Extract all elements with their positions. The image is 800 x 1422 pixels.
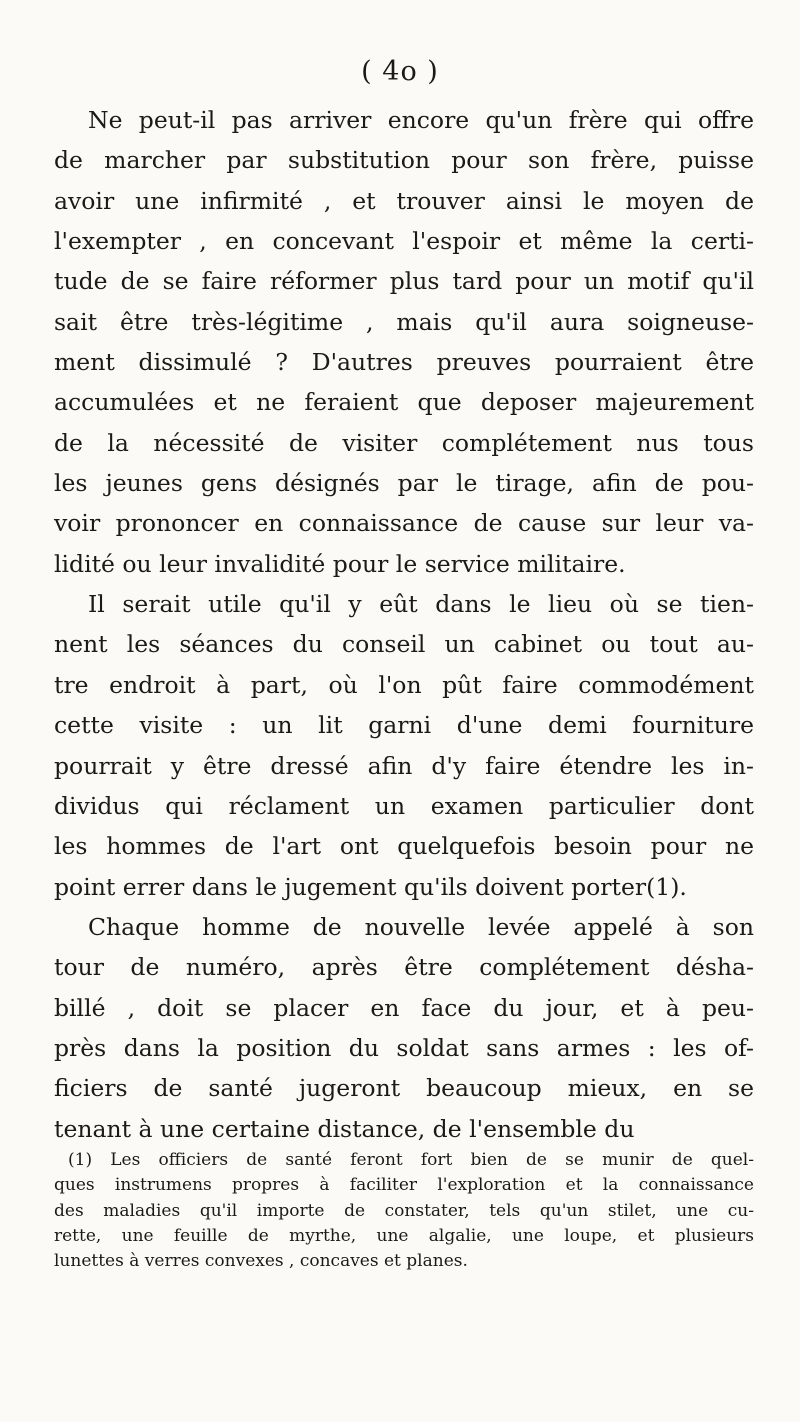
text-line: tude de se faire réformer plus tard pour un motif qu'il [54, 267, 754, 296]
text-line: de la nécessité de visiter complétement nus tous [54, 428, 754, 457]
text-line: point errer dans le jugement qu'ils doivent porter(1). [54, 872, 687, 901]
text-line: ment dissimulé ? D'autres preuves pourraient être [54, 348, 754, 377]
text-line: l'exempter , en concevant l'espoir et même la certi- [54, 227, 754, 256]
text-line: les hommes de l'art ont quelquefois besoin pour ne [54, 832, 754, 861]
text-line: nent les séances du conseil un cabinet ou tout au- [54, 630, 754, 659]
footnote-line: (1) Les officiers de santé feront fort bien de se munir de quel- [68, 1150, 754, 1170]
text-line: pourrait y être dressé afin d'y faire étendre les in- [54, 751, 754, 780]
text-line: tenant à une certaine distance, de l'ensemble du [54, 1114, 635, 1143]
text-line: voir prononcer en connaissance de cause sur leur va- [54, 509, 754, 538]
text-line: ficiers de santé jugeront beaucoup mieux, en se [54, 1074, 754, 1103]
text-line: près dans la position du soldat sans armes : les of- [54, 1033, 754, 1062]
text-line: tre endroit à part, où l'on pût faire commodément [54, 670, 754, 699]
text-line: sait être très-légitime , mais qu'il aura soigneuse- [54, 307, 754, 336]
footnote-line: des maladies qu'il importe de constater, tels qu'un stilet, une cu- [54, 1200, 754, 1221]
text-line: avoir une infirmité , et trouver ainsi le moyen de [54, 186, 754, 215]
text-line: dividus qui réclament un examen particulier dont [54, 791, 754, 820]
text-line: tour de numéro, après être complétement désha- [54, 953, 754, 982]
text-line: accumulées et ne feraient que deposer majeurement [54, 388, 754, 417]
footnote-line: lunettes à verres convexes , concaves et planes. [54, 1251, 468, 1272]
footnote-line: ques instrumens propres à faciliter l'exploration et la connaissance [54, 1175, 754, 1196]
text-line: lidité ou leur invalidité pour le service militaire. [54, 549, 626, 578]
text-line: cette visite : un lit garni d'une demi fourniture [54, 711, 754, 740]
body-text [54, 100, 754, 1149]
text-line: Chaque homme de nouvelle levée appelé à son [88, 912, 754, 941]
text-line: billé , doit se placer en face du jour, et à peu- [54, 993, 754, 1022]
text-line: Il serait utile qu'il y eût dans le lieu où se tien- [88, 590, 754, 619]
footnote-line: rette, une feuille de myrthe, une algalie, une loupe, et plusieurs [54, 1225, 754, 1246]
page-number: ( 4o ) [361, 56, 439, 87]
footnote [54, 1148, 754, 1274]
text-line: les jeunes gens désignés par le tirage, afin de pou- [54, 469, 754, 498]
text-line: de marcher par substitution pour son frère, puisse [54, 146, 754, 175]
text-line: Ne peut-il pas arriver encore qu'un frère qui offre [88, 106, 754, 134]
